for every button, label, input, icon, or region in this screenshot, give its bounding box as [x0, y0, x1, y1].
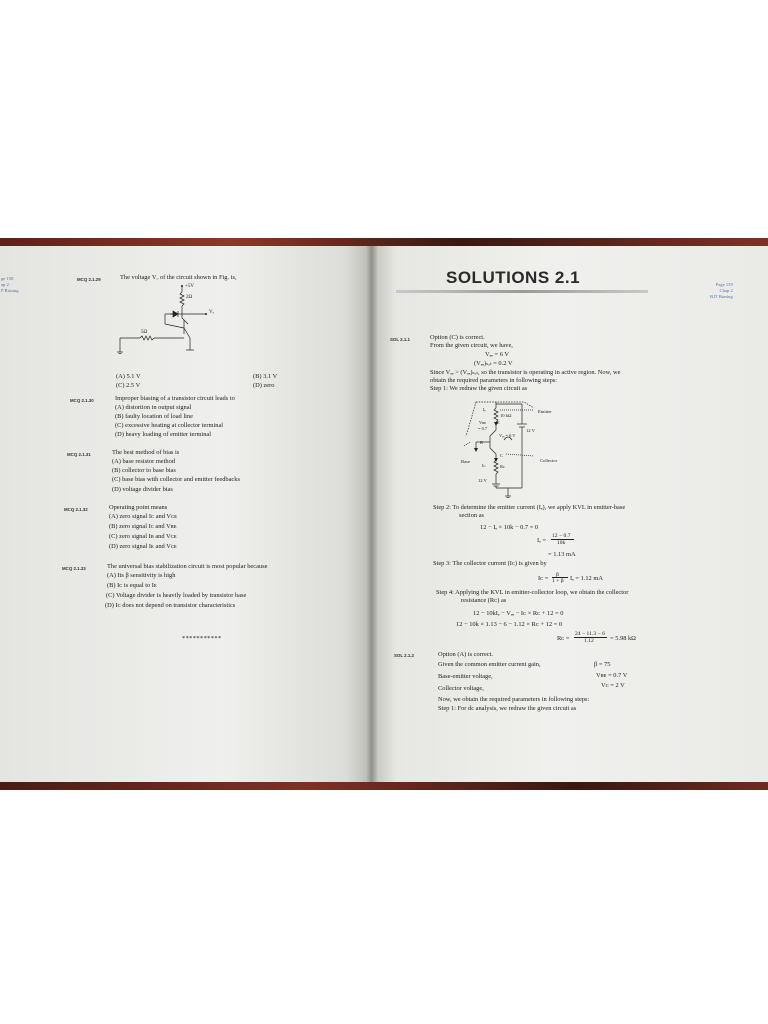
margin-note-line: P Biasing [1, 288, 19, 293]
equation: = 1.13 mA [548, 551, 576, 558]
solution-line: Step 3: The collector current (Iᴄ) is given by [433, 560, 547, 567]
page-title: SOLUTIONS 2.1 [446, 268, 581, 287]
solution-line: Option (A) is correct. [438, 651, 494, 658]
collector-node-label: C [500, 453, 503, 458]
title-underline [396, 290, 648, 293]
option: (A) base resistor method [112, 458, 176, 465]
option: (D) zero [253, 382, 275, 389]
margin-note-line: Chap 2 [719, 288, 733, 293]
left-margin-note [1, 276, 19, 294]
vbe-value: = 0.7 [478, 426, 488, 431]
fraction-numerator: β [556, 572, 559, 578]
question-stem: Improper biasing of a transistor circuit leads to [115, 395, 235, 402]
question-stem: The universal bias stabilization circuit is most popular because [107, 563, 268, 570]
emitter-resistor-label: 10 kΩ [500, 413, 512, 418]
emitter-supply-label: 12 V [526, 428, 535, 433]
emitter-label: Emitter [538, 409, 552, 414]
emitter-node-label: E [497, 420, 500, 425]
solution-line: Base-emitter voltage, [438, 673, 493, 680]
solution-line: Now, we obtain the required parameters in following steps: [438, 696, 590, 703]
solution-line: resistance (Rᴄ) as [461, 597, 507, 604]
option: (D) Iᴄ does not depend on transistor characteristics [105, 602, 236, 609]
question-stem: Operating point means [109, 504, 168, 511]
margin-note-line: Page 159 [715, 282, 733, 287]
book-spine-gutter [366, 246, 378, 784]
solution-line: From the given circuit, we have, [430, 342, 513, 349]
equation: 12 − Iₑ × 10k − 0.7 = 0 [480, 524, 539, 531]
equation: 12 − 10k × 1.13 − 6 − 1.12 × Rᴄ + 12 = 0 [456, 621, 563, 628]
solution-line: Step 1: We redraw the given circuit as [430, 385, 528, 392]
option: (D) voltage divider bias [112, 486, 173, 493]
fraction-numerator: 12 − 0.7 [552, 533, 571, 539]
base-label: Base [461, 459, 470, 464]
question-stem: The voltage Vₒ of the circuit shown in Fig. is, [120, 274, 237, 281]
option: (B) faulty location of load line [115, 413, 193, 420]
redrawn-circuit-figure [454, 396, 584, 501]
solution-label: SOL 2.1.2 [394, 653, 414, 658]
solution-label: SOL 2.1.1 [390, 337, 410, 342]
option: (C) base bias with collector and emitter feedbacks [112, 476, 240, 483]
base-node-label: B [480, 440, 483, 445]
fraction-denominator: 1 + β [552, 578, 564, 584]
option: (A) zero signal Iᴄ and Vᴄᴇ [109, 513, 177, 520]
right-page [372, 246, 768, 784]
right-margin-note [710, 282, 733, 300]
option: (B) 3.1 V [253, 373, 278, 380]
question-label: MCQ 2.1.31 [67, 452, 91, 457]
option: (A) distortion in output signal [115, 404, 192, 411]
given-value: β = 75 [594, 661, 611, 668]
margin-note-line: BJT Biasing [710, 294, 733, 299]
option: (D) zero signal Iᴇ and Vᴄᴇ [109, 543, 177, 550]
solution-line: Step 2: To determine the emitter current (Iₑ), we apply KVL in emitter-base [433, 504, 626, 511]
option: (C) 2.5 V [116, 382, 141, 389]
collector-supply-label: 12 V [478, 478, 487, 483]
emitter-current-label: Iₑ [483, 407, 486, 412]
solution-line: section as [459, 512, 485, 519]
option: (A) Its β sensitivity is high [107, 572, 176, 579]
option: (C) Voltage divider is heavily loaded by transistor base [106, 592, 247, 599]
option: (B) zero signal Iᴄ and Vʙᴇ [109, 523, 177, 530]
solution-line: Step 1: For dc analysis, we redraw the given circuit as [438, 705, 577, 712]
option: (C) zero signal Iʙ and Vᴄᴇ [109, 533, 177, 540]
supply-label: +5V [185, 284, 194, 289]
background-table-bottom [0, 782, 768, 790]
fraction-denominator: 10k [557, 540, 566, 546]
given-value: Vʙᴇ = 0.7 V [596, 672, 628, 679]
question-label: MCQ 2.1.33 [62, 566, 86, 571]
equation: (Vₑₑ)ₛₐₜ = 0.2 V [474, 360, 513, 367]
solution-line: obtain the required parameters in following steps: [430, 377, 558, 384]
output-label: Vₒ [209, 310, 215, 315]
question-label: MCQ 2.1.30 [70, 398, 94, 403]
equation-lhs: Iᴄ = [538, 575, 549, 582]
margin-note-line: ap 2 [1, 282, 9, 287]
solution-line: Option (C) is correct. [430, 334, 485, 341]
collector-resistor-label: 2Ω [186, 295, 193, 300]
question-label: MCQ 2.1.29 [77, 277, 101, 282]
vbe-label: Vʙᴇ [479, 420, 487, 425]
option: (B) Iᴄ is equal to Iᴇ [107, 582, 157, 589]
fraction-denominator: 1.12 [584, 638, 594, 644]
option: (C) excessive heating at collector terminal [115, 422, 224, 429]
equation-lhs: Rᴄ = [557, 635, 570, 642]
collector-label: Collector [540, 458, 558, 463]
collector-resistor-label: Rᴄ [500, 464, 506, 469]
given-value: Vᴄ = 2 V [601, 682, 625, 689]
option: (D) heavy loading of emitter terminal [115, 431, 212, 438]
question-label: MCQ 2.1.32 [64, 507, 88, 512]
solution-line: Collector voltage, [438, 685, 484, 692]
vec-label: Vₑₑ = 6 V [499, 433, 516, 438]
question-stem: The best method of bias is [112, 449, 180, 456]
option: (B) collector to base bias [112, 467, 176, 474]
left-page [0, 246, 372, 784]
option: (A) 5.1 V [116, 373, 141, 380]
equation: 12 − 10kIₑ − Vₑₑ − Iᴄ × Rᴄ + 12 = 0 [473, 610, 564, 617]
solution-line: Given the common emitter current gain, [438, 661, 541, 668]
fraction-numerator: 24 − 11.3 − 6 [575, 631, 605, 637]
transistor-circuit-figure [110, 282, 240, 362]
equation-lhs: Iₑ = [537, 537, 546, 544]
equation-rhs: Iₑ = 1.12 mA [570, 575, 603, 582]
collector-current-label: Iᴄ [482, 463, 486, 468]
equation-rhs: = 5.98 kΩ [610, 635, 636, 642]
solution-line: Step 4: Applying the KVL in emitter-collector loop, we obtain the collector [436, 589, 629, 596]
open-textbook [0, 246, 768, 784]
solution-line: Since Vₑₑ > (Vₑₑ)ₛₐₜ, so the transistor is operating in active region. Now, we [430, 369, 621, 376]
equation: Vₑₑ = 6 V [485, 351, 509, 358]
base-resistor-label: 5Ω [141, 330, 148, 335]
section-end-mark: *********** [182, 635, 222, 642]
margin-note-line: ge 158 [1, 276, 14, 281]
